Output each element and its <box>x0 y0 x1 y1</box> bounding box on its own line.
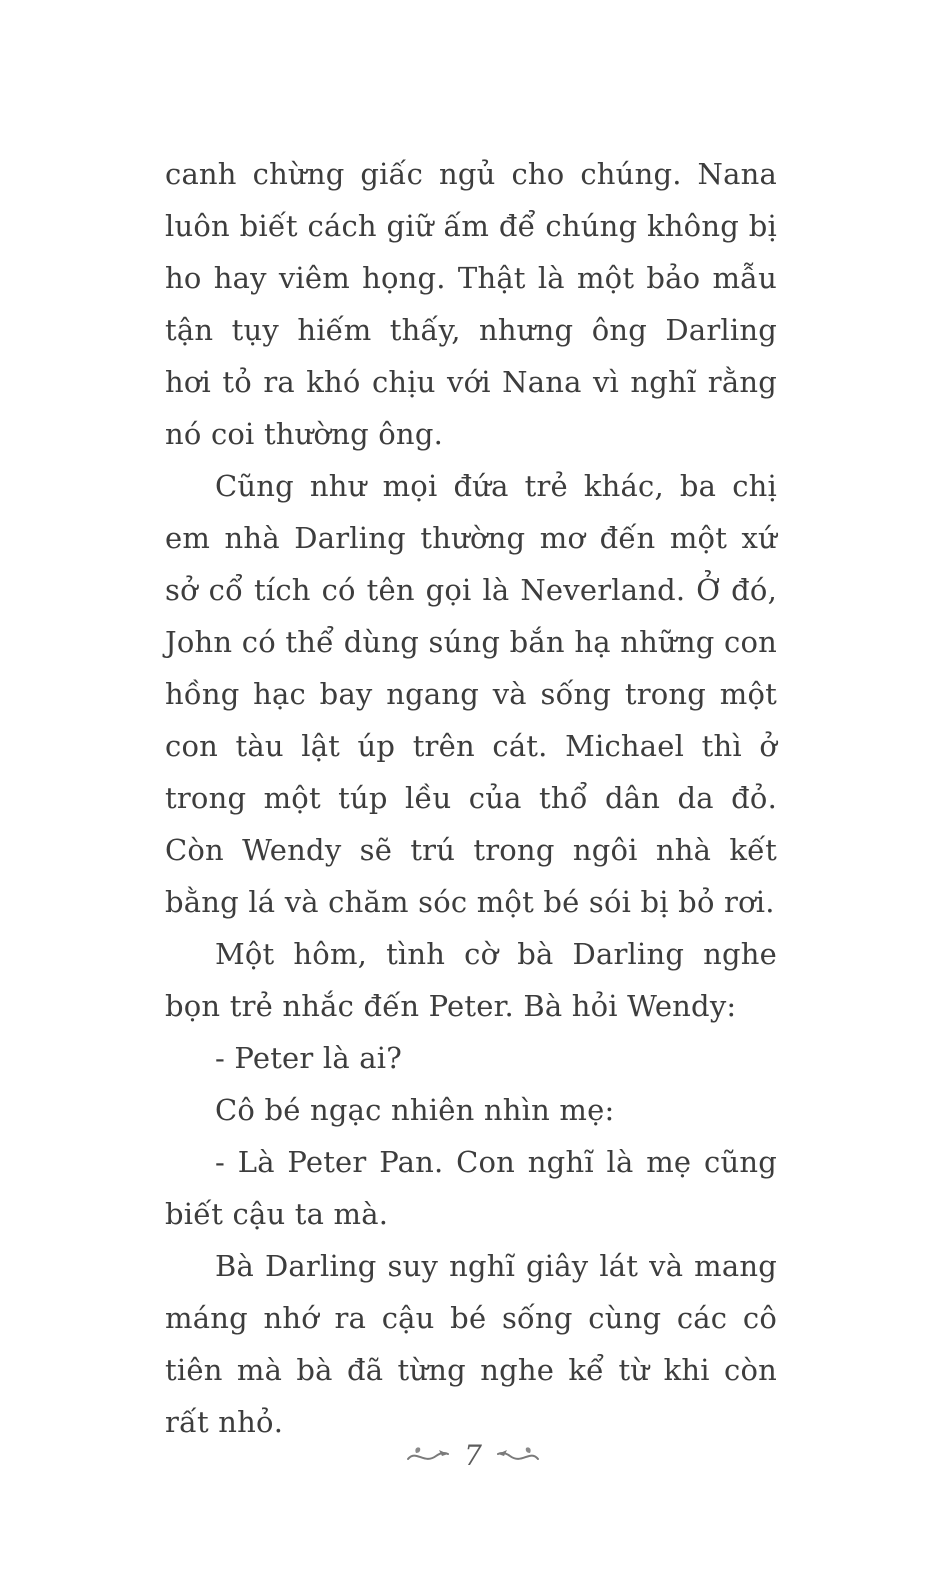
flourish-right-icon <box>496 1443 540 1469</box>
page-number: 7 <box>464 1439 482 1472</box>
flourish-left-icon <box>406 1443 450 1469</box>
book-page-text <box>165 148 777 1448</box>
paragraph: Bà Darling suy nghĩ giây lát và mang máng nhớ ra cậu bé sống cùng các cô tiên mà bà đã từng nghe kể từ khi còn rất nhỏ. <box>165 1249 777 1439</box>
paragraph: Cô bé ngạc nhiên nhìn mẹ: <box>215 1093 615 1127</box>
paragraph: canh chừng giấc ngủ cho chúng. Nana luôn biết cách giữ ấm để chúng không bị ho hay viêm họng. Thật là một bảo mẫu tận tụy hiếm thấy, nhưng ông Darling hơi tỏ ra khó chịu với Nana vì nghĩ rằng nó coi thường ông. <box>165 157 777 451</box>
paragraph: Một hôm, tình cờ bà Darling nghe bọn trẻ nhắc đến Peter. Bà hỏi Wendy: <box>165 937 777 1023</box>
page-footer <box>0 1439 946 1473</box>
paragraph: - Là Peter Pan. Con nghĩ là mẹ cũng biết cậu ta mà. <box>165 1145 777 1231</box>
paragraph: Cũng như mọi đứa trẻ khác, ba chị em nhà Darling thường mơ đến một xứ sở cổ tích có tên gọi là Neverland. Ở đó, John có thể dùng súng bắn hạ những con hồng hạc bay ngang và sống trong một con tàu lật úp trên cát. Michael thì ở trong một túp lều của thổ dân da đỏ. Còn Wendy sẽ trú trong ngôi nhà kết bằng lá và chăm sóc một bé sói bị bỏ rơi. <box>165 469 777 919</box>
paragraph: - Peter là ai? <box>215 1041 402 1075</box>
